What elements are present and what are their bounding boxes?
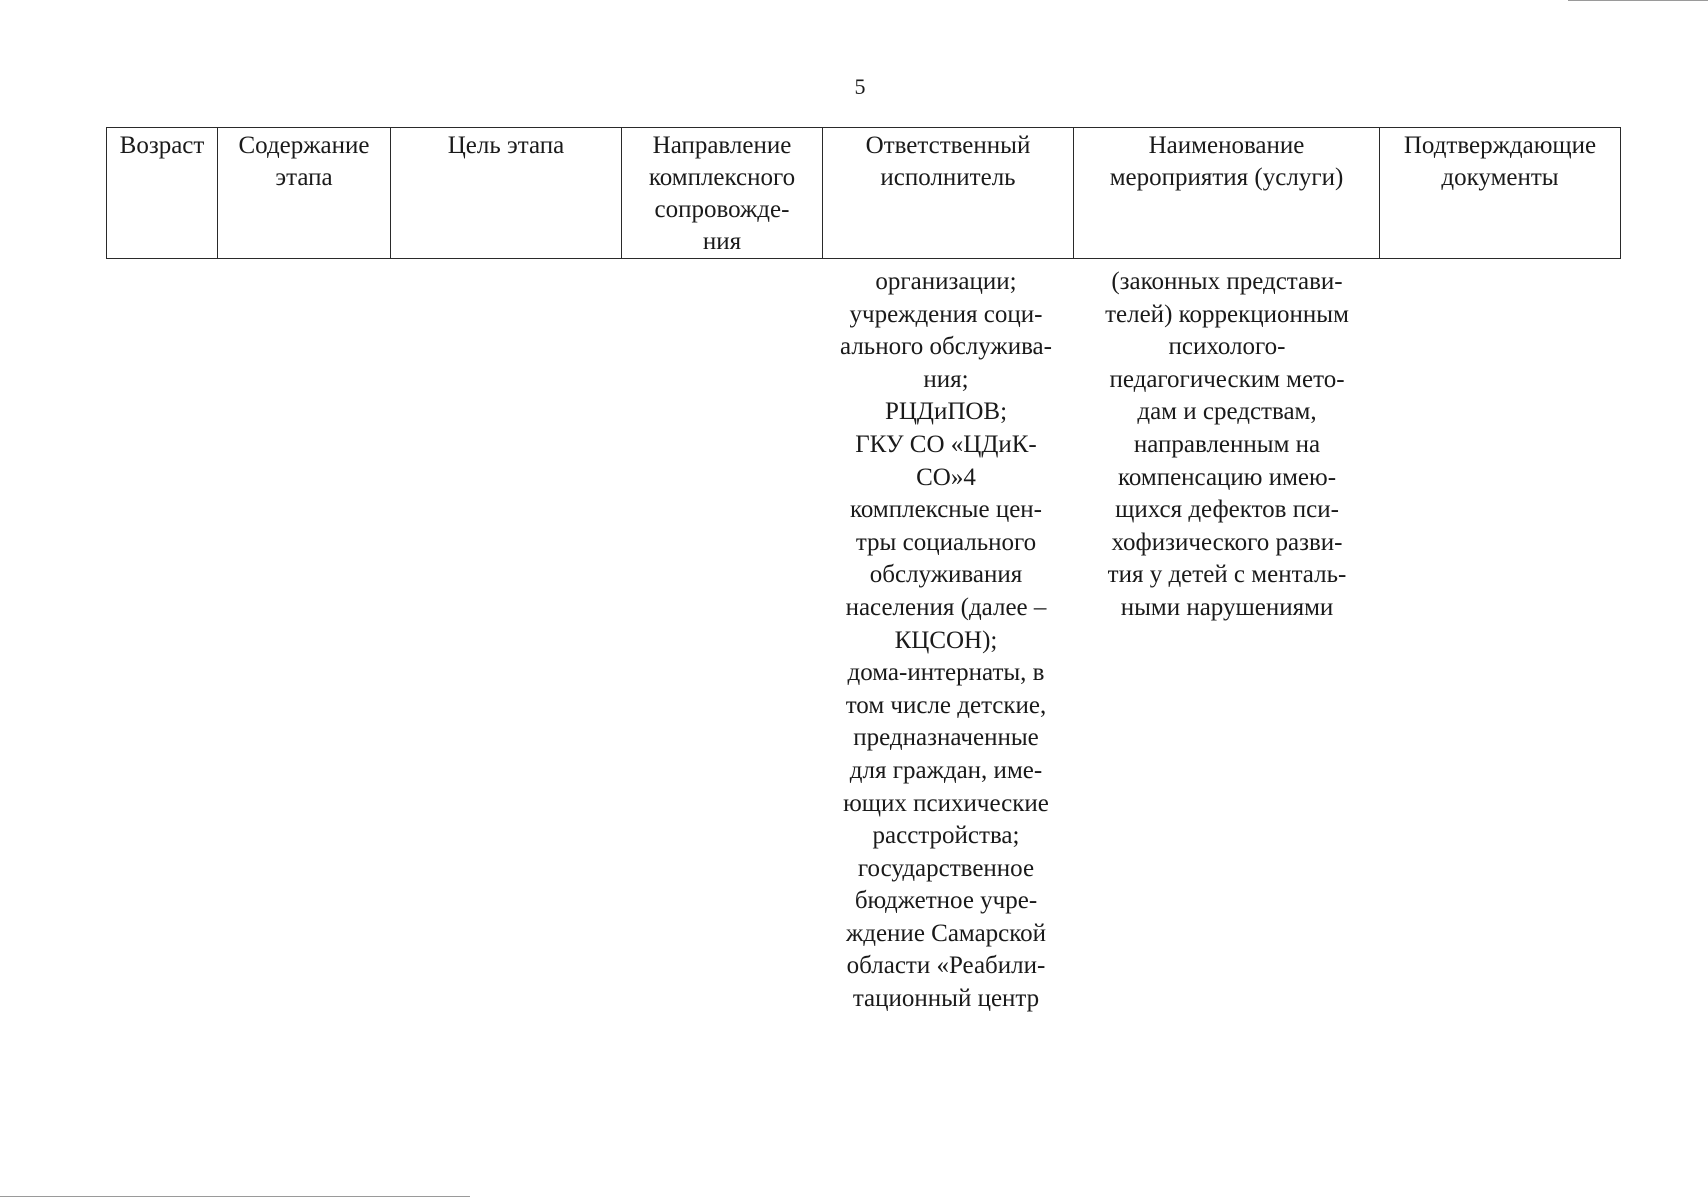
- header-label-line: Содержание: [238, 132, 370, 159]
- text-line: (законных представи-: [1111, 268, 1343, 295]
- text-line: расстройства;: [872, 822, 1020, 850]
- header-cell-stage-goal: [391, 128, 622, 259]
- text-line: бюджетное учре-: [854, 887, 1038, 915]
- header-label-line: сопровожде-: [654, 196, 790, 223]
- header-cell-age: [107, 128, 218, 259]
- header-cell-responsible-executor: [823, 128, 1074, 259]
- page-number: 5: [854, 74, 866, 99]
- text-line: КЦСОН);: [894, 626, 998, 654]
- text-line: тры социального: [855, 528, 1037, 556]
- text-line: дома-интернаты, в: [847, 659, 1045, 687]
- text-line: предназначенные: [853, 724, 1039, 752]
- text-line: направленным на: [1133, 430, 1321, 458]
- text-line: педагогическим мето-: [1109, 365, 1345, 393]
- scan-edge-line: [0, 1196, 470, 1197]
- text-line: компенсацию имею-: [1117, 463, 1337, 491]
- header-cell-support-direction: [622, 128, 823, 259]
- text-line: СО»4: [916, 463, 976, 491]
- header-label-line: Подтверждающие: [1403, 132, 1597, 159]
- header-label-line: комплексного: [648, 164, 796, 191]
- text-line: ющих психические: [843, 789, 1049, 817]
- text-line: психолого-: [1168, 333, 1286, 361]
- header-label-line: мероприятия (услуги): [1109, 164, 1344, 191]
- responsible-executor-text: [820, 266, 1072, 1016]
- event-name-text: [1074, 266, 1380, 625]
- text-line: ния;: [923, 365, 969, 393]
- header-label-line: этапа: [275, 164, 333, 191]
- text-line: государственное: [857, 854, 1035, 882]
- header-cell-stage-content: [218, 128, 391, 259]
- text-line: для граждан, име-: [849, 756, 1043, 784]
- text-line: населения (далее –: [845, 593, 1047, 621]
- text-line: РЦДиПОВ;: [884, 398, 1008, 426]
- header-label-line: Наименование: [1148, 132, 1305, 159]
- text-line: организации;: [875, 268, 1017, 295]
- text-line: области «Реабили-: [846, 952, 1046, 980]
- text-line: том числе детские,: [845, 691, 1047, 719]
- header-label-line: документы: [1441, 164, 1559, 191]
- header-cell-supporting-documents: [1380, 128, 1621, 259]
- text-line: тационный центр: [852, 985, 1040, 1013]
- text-line: тия у детей с менталь-: [1107, 561, 1347, 589]
- text-line: щихся дефектов пси-: [1115, 496, 1339, 524]
- text-line: ждение Самарской: [845, 919, 1047, 947]
- text-line: ными нарушениями: [1120, 593, 1334, 621]
- text-line: обслуживания: [869, 561, 1023, 589]
- header-label-line: Возраст: [119, 132, 205, 159]
- header-row: [107, 128, 1621, 259]
- header-label-line: Ответственный: [865, 132, 1031, 159]
- text-line: ГКУ СО «ЦДиК-: [855, 430, 1037, 458]
- scan-edge-line: [1568, 0, 1708, 1]
- text-line: учреждения соци-: [849, 300, 1043, 328]
- header-label-line: Цель этапа: [447, 132, 565, 159]
- text-line: ального обслужива-: [840, 333, 1052, 361]
- text-line: телей) коррекционным: [1105, 300, 1349, 328]
- header-cell-event-name: [1074, 128, 1380, 259]
- header-label-line: исполнитель: [880, 164, 1016, 191]
- text-line: хофизического разви-: [1111, 528, 1343, 556]
- header-label-line: Направление: [652, 132, 792, 159]
- text-line: комплексные цен-: [850, 496, 1042, 524]
- table-header: [106, 127, 1621, 259]
- text-line: дам и средствам,: [1137, 398, 1317, 426]
- header-label-line: ния: [702, 228, 742, 255]
